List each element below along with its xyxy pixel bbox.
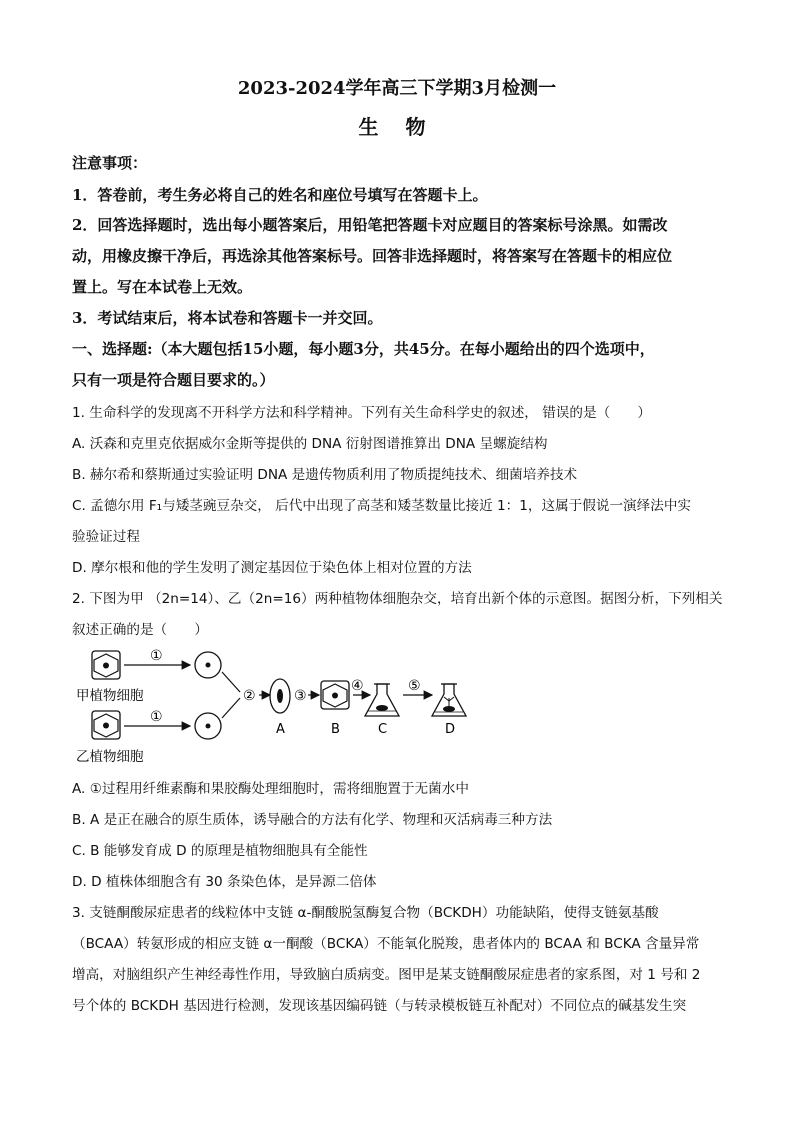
label-B: B <box>331 722 340 737</box>
q3-line-2: （BCAA）转氨形成的相应支链 α一酮酸（BCKA）不能氧化脱羧，患者体内的 BCAA 和 BCKA 含量异常 <box>72 936 700 952</box>
notice-item-3: 3．考试结束后，将本试卷和答题卡一并交回。 <box>72 309 383 327</box>
q3-line-3: 增高，对脑组织产生神经毒性作用，导致脑白质病变。图甲是某支链酮酸尿症患者的家系图，对 1 号和 2 <box>72 967 701 983</box>
subject-title: 生 物 <box>358 115 436 139</box>
q2-option-a: A. ①过程用纤维素酶和果胶酶处理细胞时，需将细胞置于无菌水中 <box>72 781 469 797</box>
q1-option-a: A. 沃森和克里克依据威尔金斯等提供的 DNA 衍射图谱推算出 DNA 呈螺旋结构 <box>72 436 548 452</box>
notice-heading: 注意事项： <box>72 154 148 172</box>
yi-cell-label: 乙植物细胞 <box>76 749 144 765</box>
step1-top-label: ① <box>150 648 163 664</box>
q1-option-c-line-1: C. 孟德尔用 F₁与矮茎豌豆杂交， 后代中出现了高茎和矮茎数量比接近 1：1，这属于假说一演绎法中实 <box>72 498 692 514</box>
q3-line-1: 3. 支链酮酸尿症患者的线粒体中支链 α-酮酸脱氢酶复合物（BCKDH）功能缺陷，使得支链氨基酸 <box>72 905 659 921</box>
notice-item-1: 1．答卷前，考生务必将自己的姓名和座位号填写在答题卡上。 <box>72 186 488 204</box>
converge-line-bottom <box>222 698 240 718</box>
q1-option-c-line-2: 验验证过程 <box>72 529 140 545</box>
q1-stem: 1. 生命科学的发现离不开科学方法和科学精神。下列有关生命科学史的叙述， 错误的是（ ） <box>72 405 651 421</box>
step5-label: ⑤ <box>408 678 421 694</box>
notice-item-2-line-1: 2．回答选择题时，选出每小题答案后，用铅笔把答题卡对应题目的答案标号涂黑。如需改 <box>72 216 668 234</box>
q2-stem-line-1: 2. 下图为甲 （2n=14）、乙（2n=16）两种植物体细胞杂交，培育出新个体的示意图。据图分析，下列相关 <box>72 591 723 607</box>
flask-plantlet-icon <box>432 684 466 716</box>
label-D: D <box>445 722 456 737</box>
q2-option-c: C. B 能够发育成 D 的原理是植物细胞具有全能性 <box>72 843 368 859</box>
q2-option-b: B. A 是正在融合的原生质体，诱导融合的方法有化学、物理和灭活病毒三种方法 <box>72 812 553 828</box>
notice-item-2-line-2: 动，用橡皮擦干净后，再选涂其他答案标号。回答非选择题时，将答案写在答题卡的相应位 <box>72 247 673 265</box>
jia-cell-icon <box>92 651 120 679</box>
q2-option-d: D. D 植株体细胞含有 30 条染色体，是异源二倍体 <box>72 874 377 890</box>
step1-bottom-label: ① <box>150 709 163 725</box>
section-heading-line-1: 一、选择题:（本大题包括15小题，每小题3分，共45分。在每小题给出的四个选项中， <box>72 340 655 358</box>
step3-label: ③ <box>294 688 307 704</box>
q3-line-4: 号个体的 BCKDH 基因进行检测，发现该基因编码链（与转录模板链互补配对）不同位点的碱基发生突 <box>72 998 687 1014</box>
label-A: A <box>276 722 285 737</box>
fusing-protoplast-icon <box>270 679 290 713</box>
jia-cell-label: 甲植物细胞 <box>76 688 144 704</box>
converge-line-top <box>222 672 240 692</box>
q1-option-b: B. 赫尔希和蔡斯通过实验证明 DNA 是遗传物质利用了物质提纯技术、细菌培养技术 <box>72 467 578 483</box>
flask-callus-icon <box>365 684 399 716</box>
yi-cell-icon <box>92 711 120 739</box>
notice-item-2-line-3: 置上。写在本试卷上无效。 <box>72 278 253 296</box>
hybrid-cell-icon <box>321 681 349 709</box>
step4-label: ④ <box>351 678 364 694</box>
q2-stem-line-2: 叙述正确的是（ ） <box>72 622 208 638</box>
section-heading-line-2: 只有一项是符合题目要求的。） <box>72 371 275 389</box>
label-C: C <box>378 722 388 737</box>
cell-fusion-diagram <box>72 640 492 772</box>
exam-title: 2023-2024学年高三下学期3月检测一 <box>237 78 557 99</box>
q1-option-d: D. 摩尔根和他的学生发明了测定基因位于染色体上相对位置的方法 <box>72 560 472 576</box>
step2-label: ② <box>243 688 256 704</box>
